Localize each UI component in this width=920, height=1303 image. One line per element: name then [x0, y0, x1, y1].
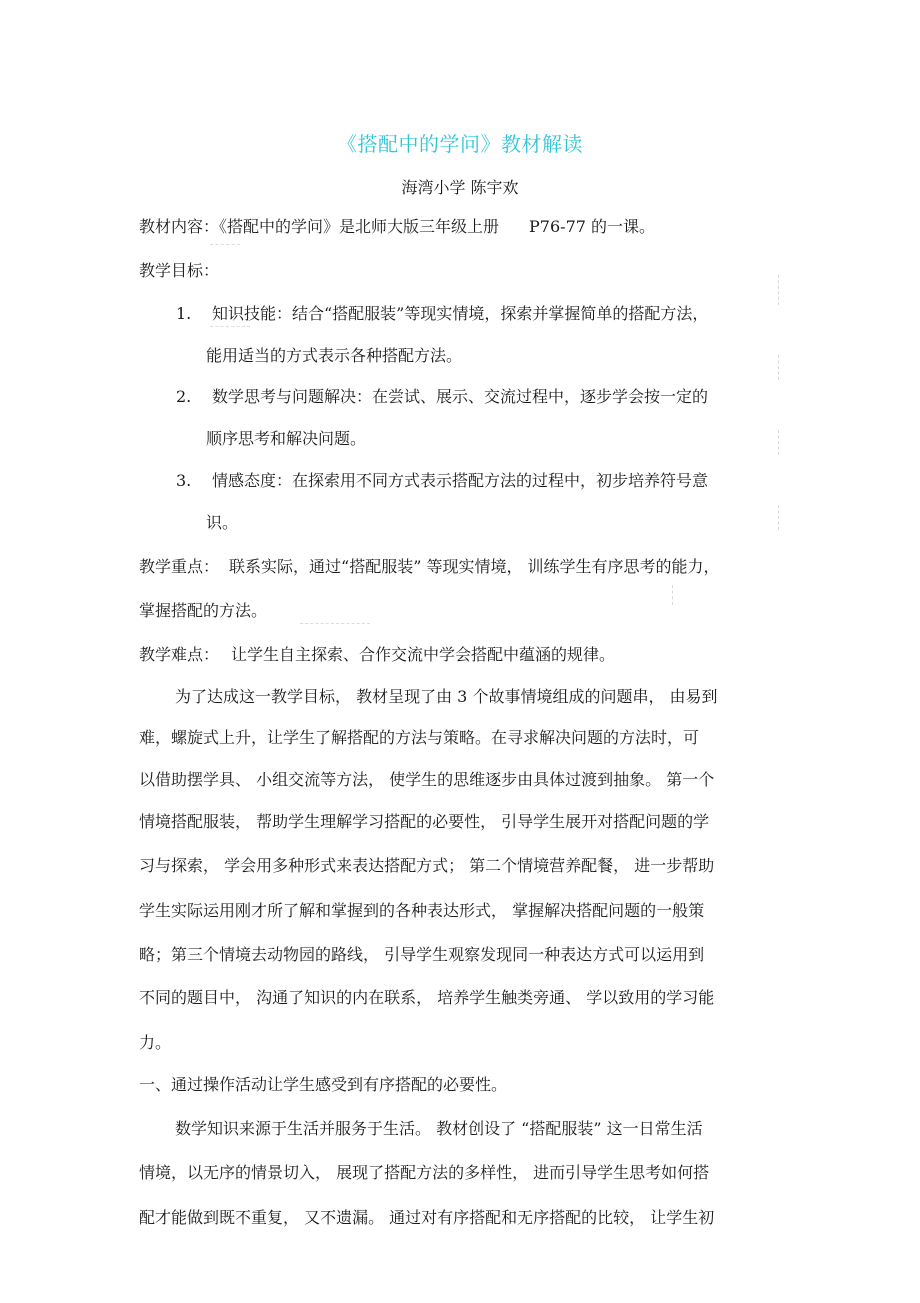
goal-text: 知识技能：结合“搭配服装”等现实情境，探索并掌握简单的搭配方法， — [212, 304, 709, 323]
scan-artifact — [210, 326, 250, 327]
difficulty-text: 让学生自主探索、合作交流中学会搭配中蕴涵的规律。 — [231, 645, 616, 664]
document-title: 《搭配中的学问》教材解读 — [337, 132, 583, 156]
goal-text: 数学思考与问题解决：在尝试、展示、交流过程中，逐步学会按一定的 — [212, 387, 709, 406]
content-text: 《搭配中的学问》是北师大版三年级上册 — [219, 217, 500, 236]
key-label: 教学重点： — [139, 557, 220, 576]
paragraph-line: 为了达成这一教学目标， 教材呈现了由 3 个故事情境组成的问题串， 由易到 — [175, 687, 718, 706]
goal-number: 1. — [176, 304, 192, 323]
author-line: 海湾小学 陈宇欢 — [401, 178, 519, 197]
paragraph-line: 情境搭配服装， 帮助学生理解学习搭配的必要性， 引导学生展开对搭配问题的学 — [139, 812, 710, 831]
scan-artifact — [778, 355, 779, 380]
key-point-line — [139, 557, 784, 577]
scan-artifact — [778, 505, 779, 530]
paragraph-line: 学生实际运用刚才所了解和掌握到的各种表达形式， 掌握解决搭配问题的一般策 — [139, 901, 705, 920]
paragraph-line: 配才能做到既不重复， 又不遗漏。 通过对有序搭配和无序搭配的比较， 让学生初 — [139, 1208, 715, 1227]
difficulty-label: 教学难点： — [139, 645, 220, 664]
paragraph-line: 难，螺旋式上升，让学生了解搭配的方法与策略。在寻求解决问题的方法时，可 — [139, 728, 700, 747]
scan-artifact — [300, 623, 370, 624]
section-heading: 一、通过操作活动让学生感受到有序搭配的必要性。 — [139, 1075, 508, 1094]
scan-artifact — [210, 244, 240, 245]
content-label: 教材内容： — [139, 217, 220, 236]
paragraph-line: 情境，以无序的情景切入， 展现了搭配方法的多样性， 进而引导学生思考如何搭 — [139, 1163, 710, 1182]
paragraph-line: 数学知识来源于生活并服务于生活。 教材创设了 “搭配服装” 这一日常生活 — [175, 1119, 703, 1138]
paragraph-line: 习与探索， 学会用多种形式来表达搭配方式； 第二个情境营养配餐， 进一步帮助 — [139, 856, 715, 875]
goal-text-continued: 顺序思考和解决问题。 — [206, 429, 367, 448]
goal-text-continued: 识。 — [206, 513, 239, 532]
paragraph-line: 以借助摆学具、 小组交流等方法， 使学生的思维逐步由具体过渡到抽象。 第一个 — [139, 770, 715, 789]
goal-text: 情感态度：在探索用不同方式表示搭配方法的过程中，初步培养符号意 — [212, 471, 709, 490]
paragraph-line: 力。 — [139, 1033, 172, 1052]
paragraph-line: 略；第三个情境去动物园的路线， 引导学生观察发现同一种表达方式可以运用到 — [139, 945, 705, 964]
goal-text-continued: 能用适当的方式表示各种搭配方法。 — [206, 346, 463, 365]
key-text: 联系实际，通过“搭配服装” 等现实情境， 训练学生有序思考的能力， — [229, 557, 720, 576]
goal-number: 3. — [176, 471, 192, 490]
content-pages: P76-77 的一课。 — [529, 217, 656, 236]
paragraph-line: 不同的题目中， 沟通了知识的内在联系， 培养学生触类旁通、 学以致用的学习能 — [139, 988, 715, 1007]
scan-artifact — [778, 275, 779, 305]
goal-number: 2. — [176, 387, 192, 406]
scan-artifact — [672, 585, 673, 605]
difficulty-line — [139, 645, 784, 665]
goals-label: 教学目标： — [139, 261, 220, 280]
scan-artifact — [778, 430, 779, 455]
key-point-continued: 掌握搭配的方法。 — [139, 601, 268, 620]
content-line — [139, 217, 784, 237]
